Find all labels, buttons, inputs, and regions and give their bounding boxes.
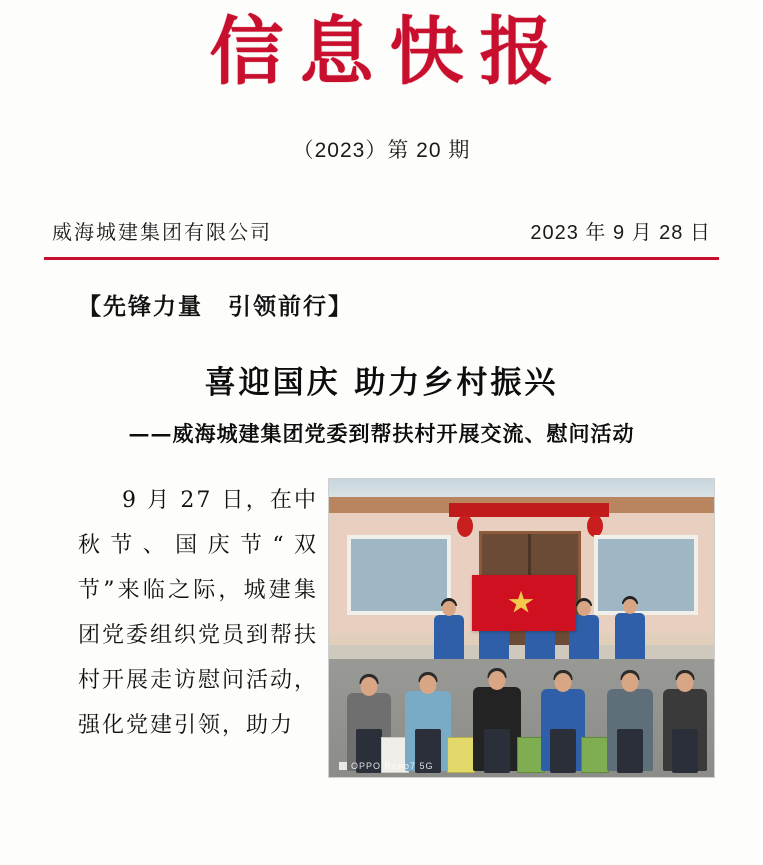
article-body-column xyxy=(78,478,318,748)
article-photo xyxy=(328,478,715,778)
section-tag: 【先锋力量 引领前行】 xyxy=(78,292,353,320)
photo-step xyxy=(329,645,714,659)
photo-person-legs xyxy=(672,729,698,773)
photo-watermark xyxy=(339,761,434,771)
camera-icon xyxy=(339,762,347,770)
issue-number: （2023）第 20 期 xyxy=(292,138,471,162)
photo-party-flag xyxy=(472,575,576,631)
photo-window-left xyxy=(347,535,451,615)
photo-watermark-text: OPPO Reno7 5G xyxy=(351,760,434,771)
photo-person-head xyxy=(577,601,591,616)
photo-flag-emblem xyxy=(508,591,534,615)
photo-window-right xyxy=(594,535,698,615)
header-divider xyxy=(44,257,719,260)
article-paragraph: 9 月 27 日，在中秋节、国庆节“双节”来临之际，城建集团党委组织党员到帮扶村开展走访慰问活动，强化党建引领，助力 xyxy=(78,487,319,738)
photo-lantern-left xyxy=(457,515,473,537)
photo-person-front-5 xyxy=(607,689,653,771)
photo-person-head xyxy=(623,599,637,614)
photo-person-head xyxy=(555,673,572,692)
photo-person-head xyxy=(489,671,506,690)
photo-person-front-6 xyxy=(663,689,707,771)
publisher-row xyxy=(52,216,711,245)
photo-person-legs xyxy=(550,729,576,773)
photo-gift-bag-4 xyxy=(581,737,609,773)
article-body-area xyxy=(0,478,763,778)
photo-person-head xyxy=(622,673,639,692)
photo-person-front-4 xyxy=(541,689,585,771)
article-subheadline: ——威海城建集团党委到帮扶村开展交流、慰问活动 xyxy=(128,420,635,446)
photo-person-legs xyxy=(617,729,643,773)
photo-person-head xyxy=(442,601,456,616)
photo-banner xyxy=(449,503,609,517)
photo-person-head xyxy=(420,675,437,694)
photo-person-front-3 xyxy=(473,687,521,771)
article-headline: 喜迎国庆 助力乡村振兴 xyxy=(204,364,559,401)
masthead xyxy=(0,0,763,164)
photo-lantern-right xyxy=(587,515,603,537)
photo-person-head xyxy=(361,677,378,696)
photo-person-head xyxy=(677,673,694,692)
photo-person-legs xyxy=(484,729,510,773)
photo-gift-bag-2 xyxy=(447,737,475,773)
masthead-title: 信息快报 xyxy=(209,9,570,95)
photo-person-back-5 xyxy=(615,613,645,659)
photo-person-front-2 xyxy=(405,691,451,771)
photo-person-back-1 xyxy=(434,615,464,659)
publication-date: 2023 年 9 月 28 日 xyxy=(530,221,711,244)
publisher-organization: 威海城建集团有限公司 xyxy=(52,221,272,244)
